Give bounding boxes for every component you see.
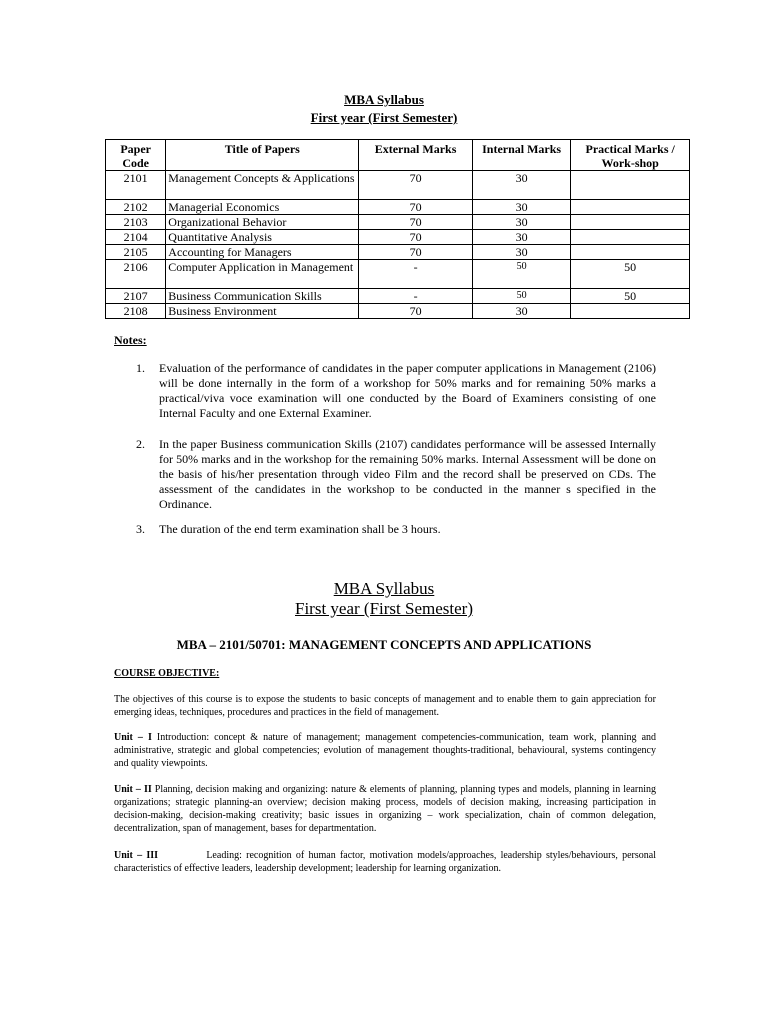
- header-practical-marks: Practical Marks / Work-shop: [571, 140, 690, 171]
- paper-title: Organizational Behavior: [166, 215, 359, 230]
- header-title-of-papers: Title of Papers: [166, 140, 359, 171]
- practical-marks: 50: [571, 289, 690, 304]
- papers-table: [105, 139, 690, 319]
- unit-label: Unit – I: [114, 732, 152, 743]
- practical-marks: [571, 304, 690, 319]
- external-marks: -: [359, 289, 473, 304]
- note-item: [136, 361, 656, 421]
- paper-code: 2106: [106, 260, 166, 289]
- practical-marks: [571, 200, 690, 215]
- section-title: MBA Syllabus: [333, 579, 435, 598]
- unit-text: Leading: recognition of human factor, motivation models/approaches, leadership styles/behaviours, personal characteristics of effective leaders, leadership development; leadership for learning organization.: [114, 850, 656, 874]
- note-number: 1.: [136, 361, 145, 375]
- paper-code: 2103: [106, 215, 166, 230]
- table-row: [106, 200, 690, 215]
- internal-marks: 30: [472, 230, 571, 245]
- paper-code: 2105: [106, 245, 166, 260]
- note-text: In the paper Business communication Skills (2107) candidates performance will be assessed Internally for 50% marks and in the workshop for the remaining 50% marks. Internal Assessment will be done on the basis of his/her presentation through video Film and the record shall be preserved on CDs. The assessment of the candidates in the workshop to be conducted in the manner s specified in the Ordinance.: [159, 437, 656, 511]
- unit-text: Planning, decision making and organizing: nature & elements of planning, planning types and models, planning in learning organizations; strategic planning-an overview; decision making process, models of decision making, increasing participation in decision-making, decision-making creativity; basic issues in organizing – work specialization, chain of common delegation, decentralization, span of management, bases for departmentation.: [114, 784, 656, 834]
- practical-marks: [571, 171, 690, 200]
- practical-marks: 50: [571, 260, 690, 289]
- header-external-marks: External Marks: [359, 140, 473, 171]
- external-marks: 70: [359, 215, 473, 230]
- paper-title: Business Communication Skills: [166, 289, 359, 304]
- document-subtitle: First year (First Semester): [310, 110, 458, 125]
- external-marks: 70: [359, 245, 473, 260]
- table-row: [106, 260, 690, 289]
- unit-label: Unit – III: [114, 850, 159, 861]
- table-header-row: [106, 140, 690, 171]
- paper-code: 2104: [106, 230, 166, 245]
- internal-marks: 30: [472, 245, 571, 260]
- note-text: The duration of the end term examination shall be 3 hours.: [159, 522, 441, 536]
- unit-text: Introduction: concept & nature of management; management competencies-communication, team work, planning and administrative, strategic and global competencies; evolution of management thoughts-traditional, behavioural, systems contingency and quality viewpoints.: [114, 732, 657, 769]
- table-row: [106, 304, 690, 319]
- note-text: Evaluation of the performance of candidates in the paper computer applications in Management (2106) will be done internally in the form of a workshop for 50% marks and for remaining 50% marks a practical/viva voce examination will one conducted by the Board of Examiners consisting of one Internal Faculty and one External Examiner.: [159, 361, 656, 420]
- section-subtitle: First year (First Semester): [295, 599, 473, 618]
- practical-marks: [571, 215, 690, 230]
- internal-marks: 30: [472, 200, 571, 215]
- unit-label: Unit – II: [114, 784, 152, 795]
- paper-code: 2101: [106, 171, 166, 200]
- table-row: [106, 245, 690, 260]
- paper-title: Managerial Economics: [166, 200, 359, 215]
- note-item: [136, 437, 656, 512]
- note-number: 3.: [136, 522, 145, 536]
- paper-code: 2108: [106, 304, 166, 319]
- table-row: [106, 215, 690, 230]
- practical-marks: [571, 230, 690, 245]
- unit-paragraph: [114, 731, 656, 770]
- paper-heading: MBA – 2101/50701: MANAGEMENT CONCEPTS AND APPLICATIONS: [176, 637, 592, 652]
- header-paper-code: Paper Code: [106, 140, 166, 171]
- document-title: MBA Syllabus: [344, 92, 424, 107]
- unit-paragraph: [114, 783, 656, 835]
- header-internal-marks: Internal Marks: [472, 140, 571, 171]
- external-marks: 70: [359, 230, 473, 245]
- note-item: [136, 522, 656, 537]
- course-objective-text: The objectives of this course is to expose the students to basic concepts of management and to enable them to gain appreciation for emerging ideas, techniques, procedures and practices in the field of management.: [114, 694, 656, 718]
- external-marks: 70: [359, 304, 473, 319]
- practical-marks: [571, 245, 690, 260]
- table-row: [106, 230, 690, 245]
- internal-marks: 50: [472, 260, 571, 289]
- internal-marks: 30: [472, 215, 571, 230]
- external-marks: -: [359, 260, 473, 289]
- internal-marks: 30: [472, 171, 571, 200]
- external-marks: 70: [359, 200, 473, 215]
- paper-title: Accounting for Managers: [166, 245, 359, 260]
- paper-title: Business Environment: [166, 304, 359, 319]
- paper-title: Quantitative Analysis: [166, 230, 359, 245]
- table-row: [106, 289, 690, 304]
- external-marks: 70: [359, 171, 473, 200]
- unit-paragraph: [114, 849, 656, 875]
- paper-title: Management Concepts & Applications: [166, 171, 359, 200]
- internal-marks: 50: [472, 289, 571, 304]
- paper-code: 2107: [106, 289, 166, 304]
- paper-title: Computer Application in Management: [166, 260, 359, 289]
- course-objective-heading: COURSE OBJECTIVE:: [114, 668, 220, 679]
- table-row: [106, 171, 690, 200]
- notes-heading: Notes:: [114, 333, 147, 347]
- internal-marks: 30: [472, 304, 571, 319]
- paper-code: 2102: [106, 200, 166, 215]
- note-number: 2.: [136, 437, 145, 451]
